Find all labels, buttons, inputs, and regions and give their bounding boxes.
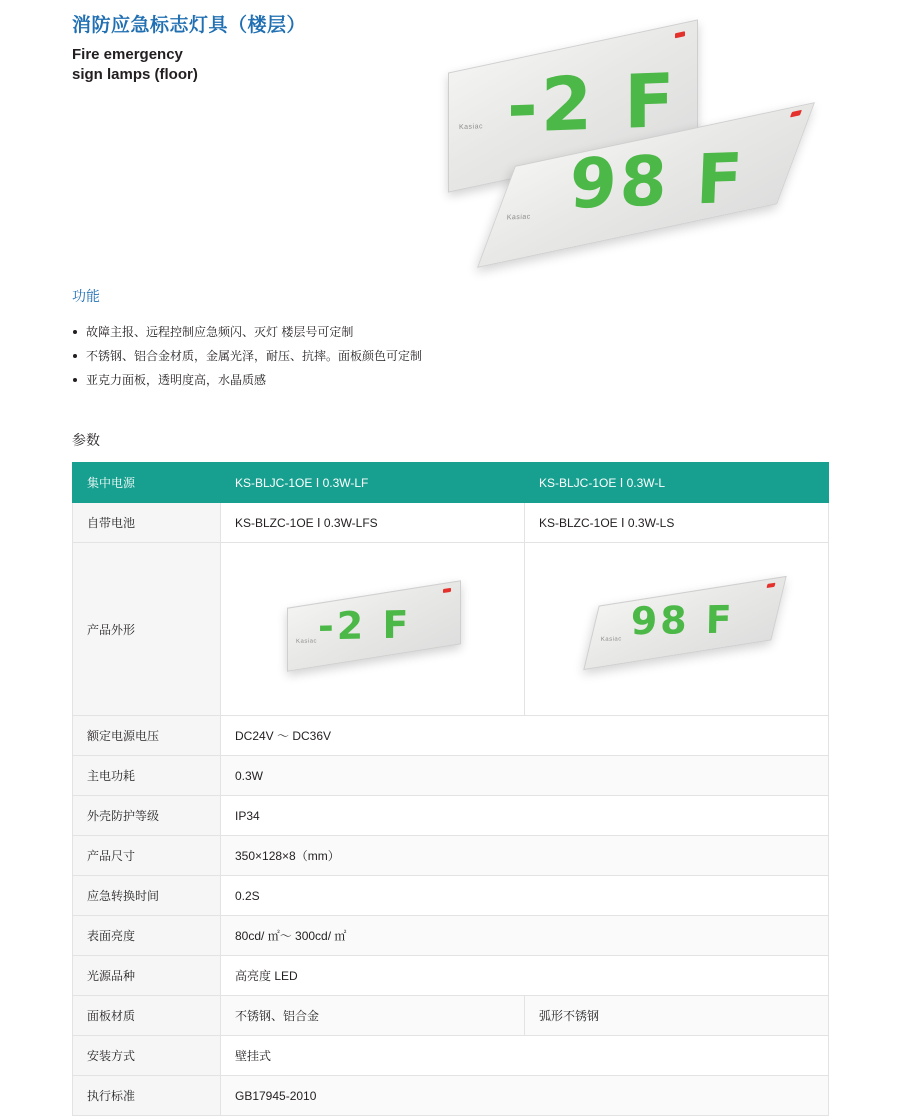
table-row — [73, 1036, 829, 1076]
row-label: 集中电源 — [73, 463, 221, 503]
row-value-col1: 0.3W — [221, 756, 829, 796]
sign-panel-flat — [287, 580, 461, 672]
row-label: 安装方式 — [73, 1036, 221, 1076]
row-label: 光源品种 — [73, 956, 221, 996]
row-value-col2: 弧形不锈钢 — [525, 996, 829, 1036]
floor-number-text: -2 F — [318, 602, 412, 649]
row-value-col1: 不锈钢、铝合金 — [221, 996, 525, 1036]
row-label: 产品尺寸 — [73, 836, 221, 876]
row-value-col1: 350×128×8（mm） — [221, 836, 829, 876]
row-value-col1: KS-BLZC-1OE Ⅰ 0.3W-LFS — [221, 503, 525, 543]
shape-wrapper — [235, 554, 510, 704]
brand-label: Kasiac — [600, 636, 622, 643]
hero-product-image — [408, 18, 838, 258]
list-item: 不锈钢、铝合金材质，金属光泽，耐压、抗摔。面板颜色可定制 — [72, 344, 828, 368]
row-label: 应急转换时间 — [73, 876, 221, 916]
table-row — [73, 836, 829, 876]
row-value-col1: IP34 — [221, 796, 829, 836]
floor-number-text: 98 F — [630, 597, 736, 644]
row-label: 执行标准 — [73, 1076, 221, 1116]
table-row — [73, 716, 829, 756]
functions-list — [72, 320, 828, 392]
functions-heading: 功能 — [72, 288, 100, 304]
table-row — [73, 1076, 829, 1116]
table-row-product-shape — [73, 543, 829, 716]
list-item: 亚克力面板，透明度高，水晶质感 — [72, 368, 828, 392]
indicator-tab-icon — [443, 588, 451, 593]
brand-label: Kasiac — [459, 123, 484, 132]
brand-label: Kasiac — [296, 638, 318, 645]
indicator-tab-icon — [766, 583, 775, 588]
table-row — [73, 956, 829, 996]
row-label: 额定电源电压 — [73, 716, 221, 756]
floor-number-text: 98 F — [568, 139, 747, 225]
page-title-en-line2: sign lamps (floor) — [72, 65, 198, 83]
row-value-col1: 壁挂式 — [221, 1036, 829, 1076]
row-value-col1: 0.2S — [221, 876, 829, 916]
page-title-cn: 消防应急标志灯具（楼层） — [72, 15, 307, 36]
row-label: 表面亮度 — [73, 916, 221, 956]
page-header — [72, 0, 828, 264]
row-label: 面板材质 — [73, 996, 221, 1036]
row-label: 自带电池 — [73, 503, 221, 543]
row-label: 主电功耗 — [73, 756, 221, 796]
specifications-table — [72, 462, 829, 1116]
parameters-heading: 参数 — [72, 432, 100, 448]
row-value-col1: KS-BLJC-1OE Ⅰ 0.3W-LF — [221, 463, 525, 503]
list-item: 故障主报、远程控制应急频闪、灭灯 楼层号可定制 — [72, 320, 828, 344]
table-row — [73, 996, 829, 1036]
row-value-col2: KS-BLZC-1OE Ⅰ 0.3W-LS — [525, 503, 829, 543]
table-row — [73, 463, 829, 503]
product-shape-image-flat — [221, 543, 525, 716]
indicator-tab-icon — [790, 110, 802, 118]
row-value-col1: DC24V ～ DC36V — [221, 716, 829, 756]
table-row — [73, 503, 829, 543]
row-value-col1: 80cd/ ㎡～ 300cd/ ㎡ — [221, 916, 829, 956]
product-shape-image-curved — [525, 543, 829, 716]
table-row — [73, 796, 829, 836]
table-row — [73, 876, 829, 916]
table-row — [73, 916, 829, 956]
row-label: 外壳防护等级 — [73, 796, 221, 836]
row-value-col1: GB17945-2010 — [221, 1076, 829, 1116]
sign-panel-curved — [583, 576, 786, 670]
row-label: 产品外形 — [73, 543, 221, 716]
table-row — [73, 756, 829, 796]
row-value-col1: 高亮度 LED — [221, 956, 829, 996]
brand-label: Kasiac — [506, 213, 531, 222]
row-value-col2: KS-BLJC-1OE Ⅰ 0.3W-L — [525, 463, 829, 503]
page-title-en-line1: Fire emergency — [72, 45, 183, 63]
indicator-tab-icon — [675, 31, 685, 38]
shape-wrapper — [539, 554, 814, 704]
floor-number-text: -2 F — [507, 57, 678, 150]
